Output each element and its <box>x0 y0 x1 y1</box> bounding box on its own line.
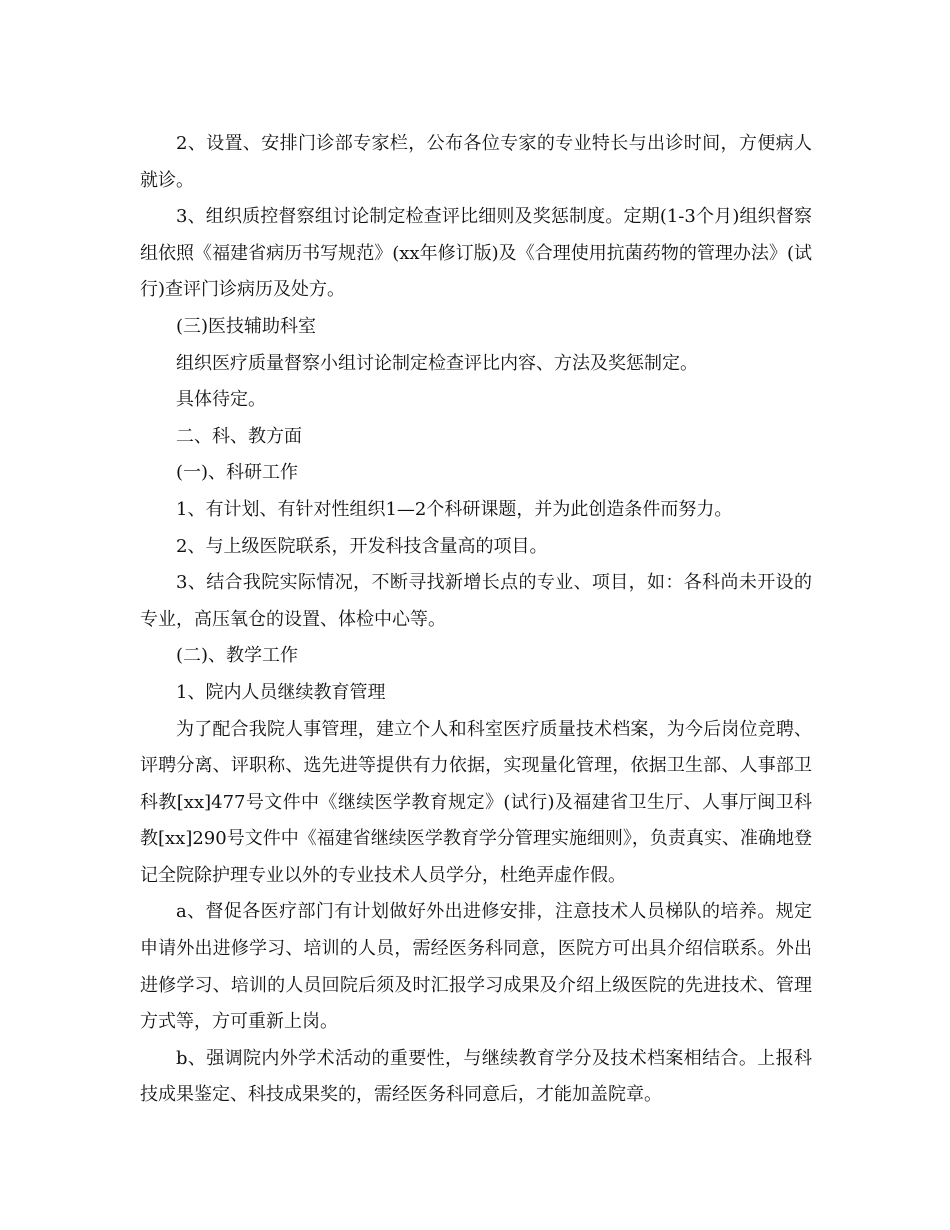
paragraph-item-b-academic-activities: b、强调院内外学术活动的重要性，与继续教育学分及技术档案相结合。上报科技成果鉴定、科技成果奖的，需经医务科同意后，才能加盖院章。 <box>140 1047 812 1106</box>
paragraph-new-growth-points: 3、结合我院实际情况，不断寻找新增长点的专业、项目，如：各科尚未开设的专业，高压氧仓的设置、体检中心等。 <box>140 572 812 630</box>
heading-research-and-teaching: 二、科、教方面 <box>176 425 302 447</box>
paragraph-expert-column: 2、设置、安排门诊部专家栏，公布各位专家的专业特长与出诊时间，方便病人就诊。 <box>140 133 812 191</box>
document-body <box>140 126 812 1114</box>
paragraph-to-be-determined: 具体待定。 <box>176 389 266 411</box>
heading-medical-technical-departments: (三)医技辅助科室 <box>176 315 317 337</box>
heading-research-work: (一)、科研工作 <box>176 462 299 484</box>
paragraph-contact-superior-hospital: 2、与上级医院联系，开发科技含量高的项目。 <box>176 535 548 557</box>
paragraph-research-topics: 1、有计划、有针对性组织1—2个科研课题，并为此创造条件而努力。 <box>176 498 733 520</box>
paragraph-quality-supervision: 3、组织质控督察组讨论制定检查评比细则及奖惩制度。定期(1-3个月)组织督察组依照《福建省病历书写规范》(xx年修订版)及《合理使用抗菌药物的管理办法》(试行)查评门诊病历及处方。 <box>140 206 812 301</box>
paragraph-supervision-group: 组织医疗质量督察小组讨论制定检查评比内容、方法及奖惩制定。 <box>176 352 698 374</box>
paragraph-item-a-training: a、督促各医疗部门有计划做好外出进修安排，注意技术人员梯队的培养。规定申请外出进修学习、培训的人员，需经医务科同意，医院方可出具介绍信联系。外出进修学习、培训的人员回院后须及时汇报学习成果及介绍上级医院的先进技术、管理方式等，方可重新上岗。 <box>140 901 812 1033</box>
heading-teaching-work: (二)、教学工作 <box>176 645 299 667</box>
paragraph-technical-archives: 为了配合我院人事管理，建立个人和科室医疗质量技术档案，为今后岗位竞聘、评聘分离、评职称、选先进等提供有力依据，实现量化管理，依据卫生部、人事部卫科教[xx]477号文件中《继续医学教育规定》(试行)及福建省卫生厅、人事厅闽卫科教[xx]290号文件中《福建省继续医学教育学分管理实施细则》，负责真实、准确地登记全院除护理专业以外的专业技术人员学分，杜绝弄虚作假。 <box>140 718 812 886</box>
heading-continuing-education: 1、院内人员继续教育管理 <box>176 681 386 703</box>
